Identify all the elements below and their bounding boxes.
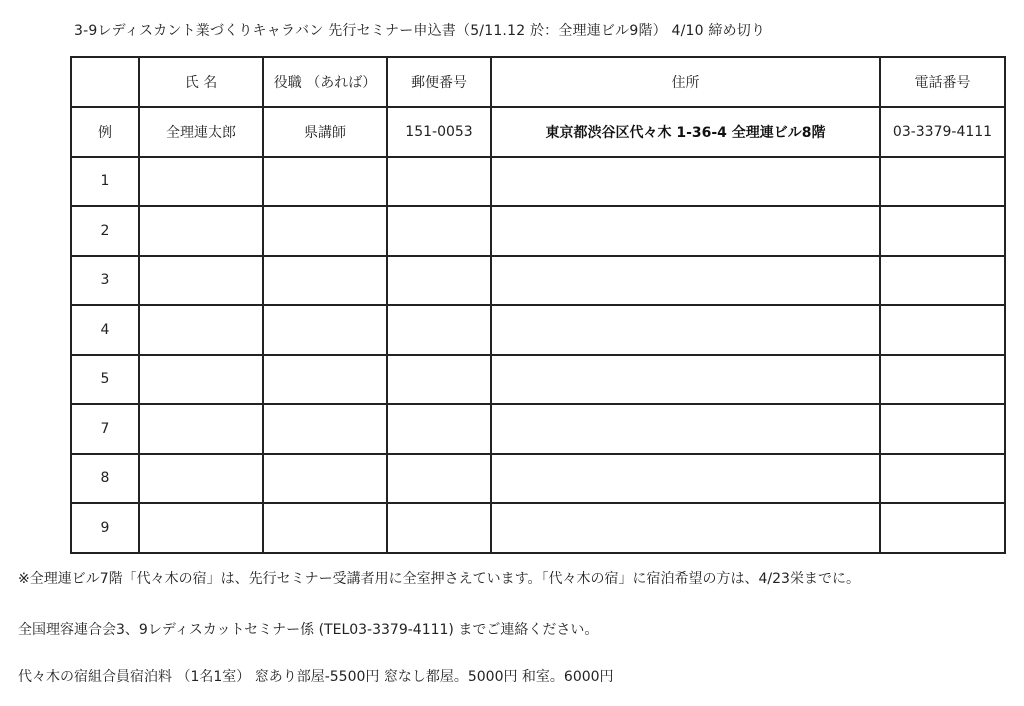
name-cell[interactable] (139, 256, 263, 306)
row-label: 7 (71, 404, 139, 454)
header-phone: 電話番号 (880, 57, 1005, 107)
lodging-note: ※全理連ビル7階「代々木の宿」は、先行セミナー受講者用に全室押さえています。「代々木の宿」に宿泊希望の方は、4/23栄までに。 (18, 571, 860, 587)
phone-cell[interactable] (880, 305, 1005, 355)
position-cell[interactable] (263, 355, 387, 405)
header-number (71, 57, 139, 107)
application-form-table (70, 56, 1006, 554)
example-label: 例 (71, 107, 139, 157)
position-cell[interactable] (263, 503, 387, 553)
contact-note: 全国理容連合会3、9レディスカットセミナー係 (TEL03-3379-4111) までご連絡ください。 (18, 622, 599, 638)
table-header-row (71, 57, 1005, 107)
table-row (71, 404, 1005, 454)
postal-code-cell[interactable] (387, 206, 491, 256)
example-postal-code: 151-0053 (387, 107, 491, 157)
address-cell[interactable] (491, 206, 880, 256)
address-cell[interactable] (491, 503, 880, 553)
position-cell[interactable] (263, 404, 387, 454)
table-row (71, 206, 1005, 256)
phone-cell[interactable] (880, 206, 1005, 256)
document-title: 3-9レディスカント業づくりキャラバン 先行セミナー申込書（5/11.12 於：全理連ビル9階） 4/10 締め切り (74, 23, 766, 39)
example-phone: 03-3379-4111 (880, 107, 1005, 157)
phone-cell[interactable] (880, 503, 1005, 553)
postal-code-cell[interactable] (387, 355, 491, 405)
phone-cell[interactable] (880, 355, 1005, 405)
row-label: 5 (71, 355, 139, 405)
phone-cell[interactable] (880, 454, 1005, 504)
position-cell[interactable] (263, 454, 387, 504)
name-cell[interactable] (139, 355, 263, 405)
row-label: 4 (71, 305, 139, 355)
header-address: 住所 (491, 57, 880, 107)
table-row (71, 305, 1005, 355)
address-cell[interactable] (491, 404, 880, 454)
phone-cell[interactable] (880, 157, 1005, 207)
name-cell[interactable] (139, 157, 263, 207)
position-cell[interactable] (263, 206, 387, 256)
example-position: 県講師 (263, 107, 387, 157)
address-cell[interactable] (491, 157, 880, 207)
lodging-fee-note: 代々木の宿組合員宿泊料 （1名1室） 窓あり部屋-5500円 窓なし都屋。5000円 和室。6000円 (18, 669, 614, 685)
row-label: 2 (71, 206, 139, 256)
table-row (71, 157, 1005, 207)
postal-code-cell[interactable] (387, 404, 491, 454)
phone-cell[interactable] (880, 404, 1005, 454)
example-row (71, 107, 1005, 157)
name-cell[interactable] (139, 305, 263, 355)
postal-code-cell[interactable] (387, 454, 491, 504)
example-address: 東京都渋谷区代々木 1-36-4 全理連ビル8階 (491, 107, 880, 157)
postal-code-cell[interactable] (387, 157, 491, 207)
name-cell[interactable] (139, 503, 263, 553)
position-cell[interactable] (263, 305, 387, 355)
table-row (71, 503, 1005, 553)
position-cell[interactable] (263, 157, 387, 207)
address-cell[interactable] (491, 305, 880, 355)
address-cell[interactable] (491, 355, 880, 405)
row-label: 9 (71, 503, 139, 553)
address-cell[interactable] (491, 454, 880, 504)
postal-code-cell[interactable] (387, 305, 491, 355)
table-row (71, 256, 1005, 306)
table-row (71, 454, 1005, 504)
name-cell[interactable] (139, 206, 263, 256)
position-cell[interactable] (263, 256, 387, 306)
row-label: 8 (71, 454, 139, 504)
name-cell[interactable] (139, 454, 263, 504)
example-name: 全理連太郎 (139, 107, 263, 157)
table-row (71, 355, 1005, 405)
header-postal-code: 郵便番号 (387, 57, 491, 107)
phone-cell[interactable] (880, 256, 1005, 306)
name-cell[interactable] (139, 404, 263, 454)
row-label: 1 (71, 157, 139, 207)
postal-code-cell[interactable] (387, 503, 491, 553)
address-cell[interactable] (491, 256, 880, 306)
header-position: 役職 （あれば） (263, 57, 387, 107)
postal-code-cell[interactable] (387, 256, 491, 306)
header-name: 氏 名 (139, 57, 263, 107)
row-label: 3 (71, 256, 139, 306)
